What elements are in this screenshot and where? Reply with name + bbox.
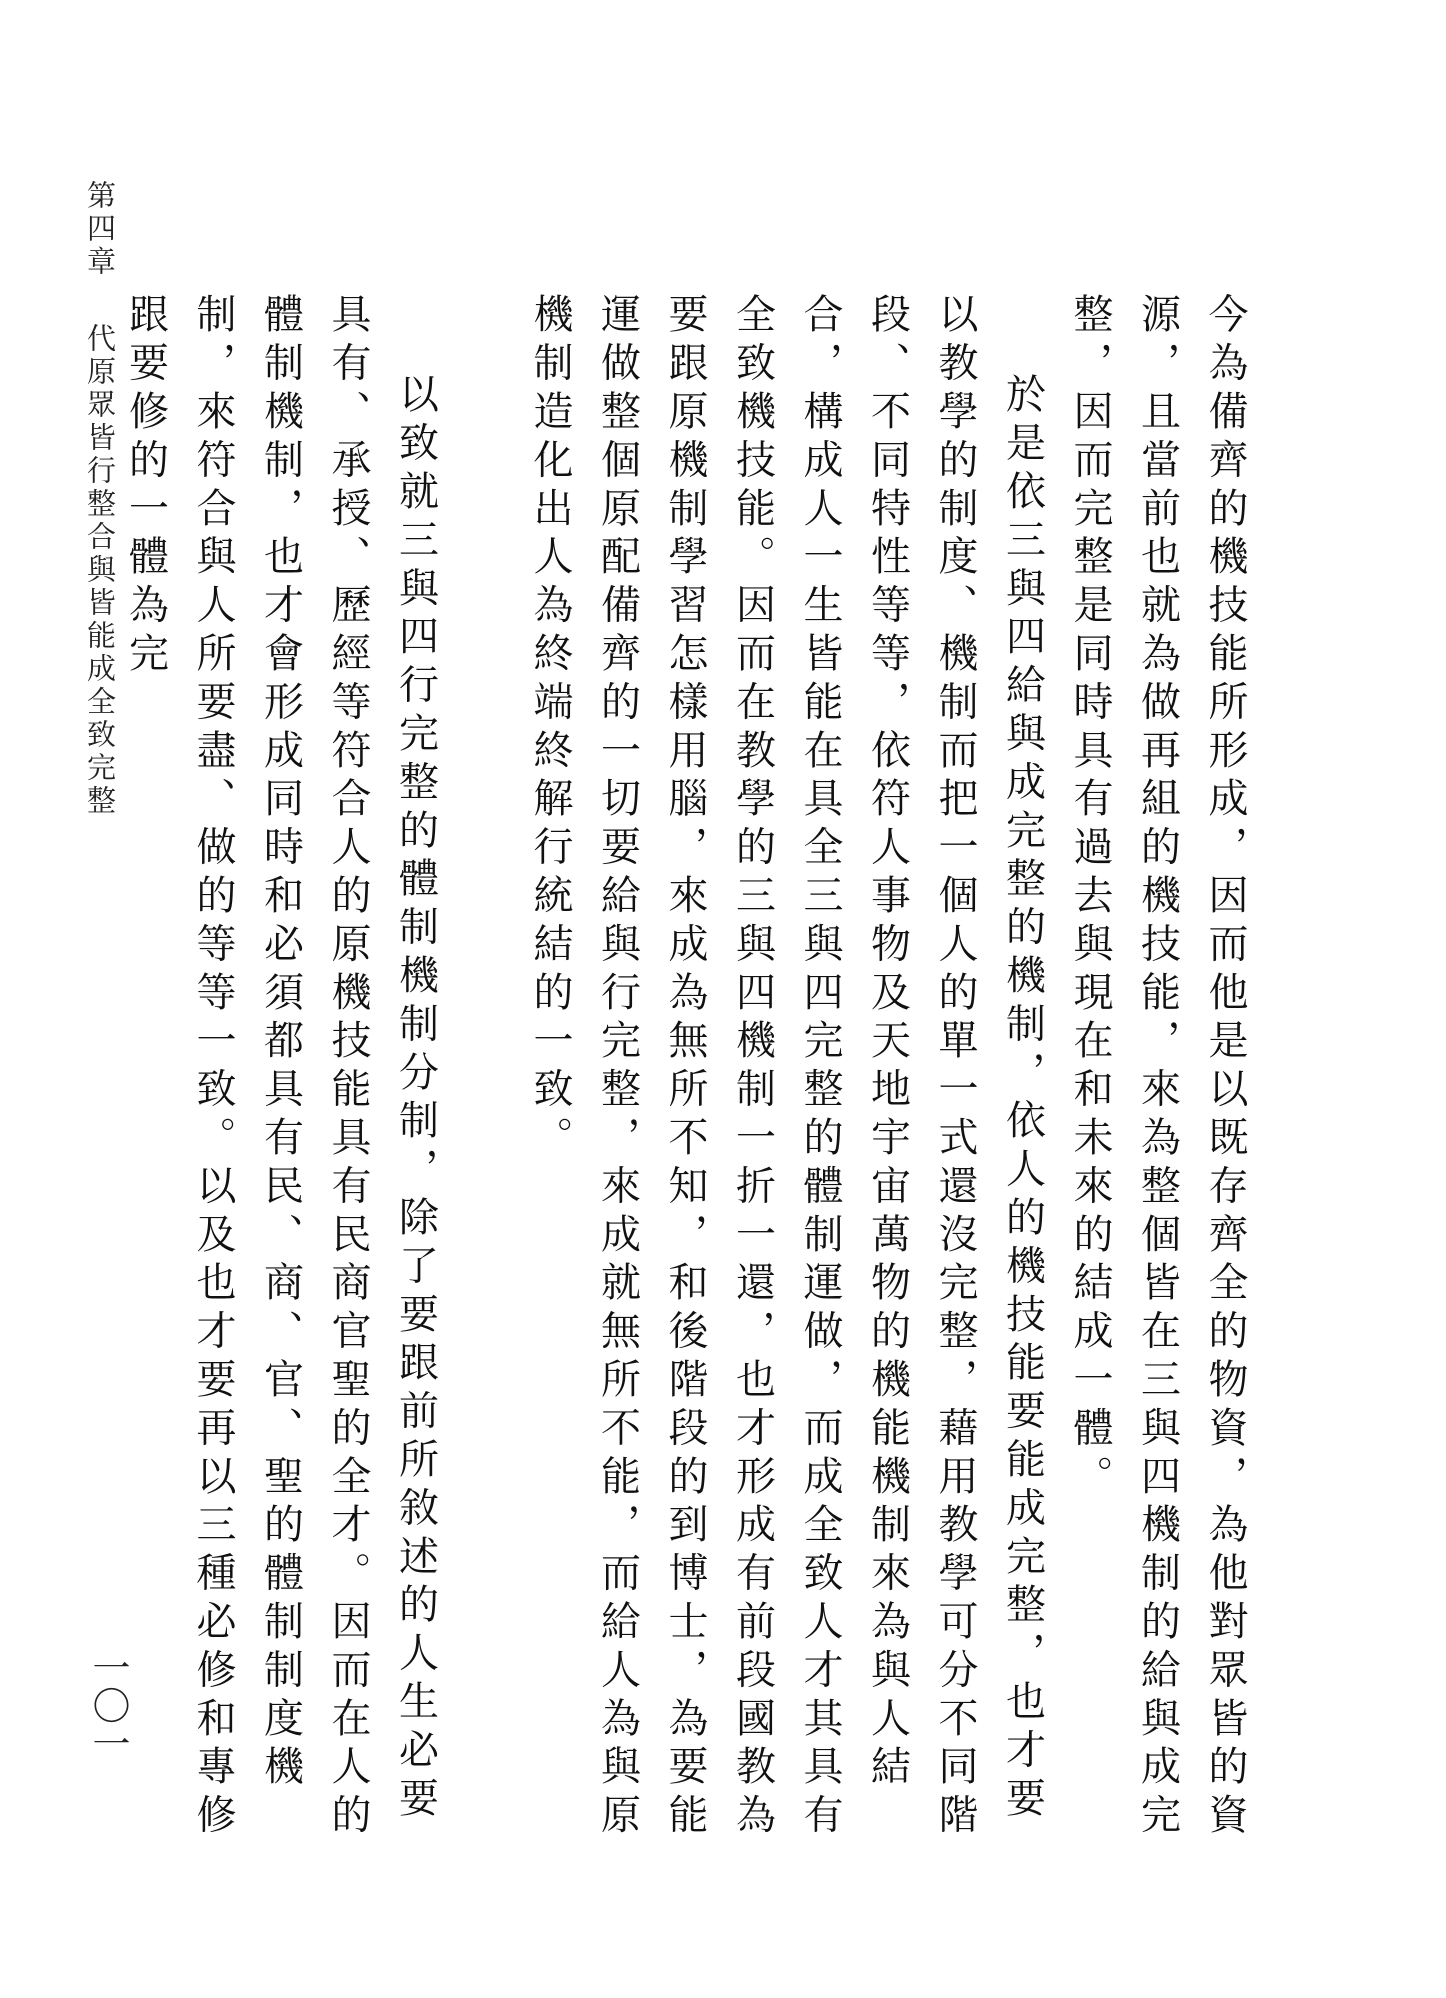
- chapter-title: 代原眾皆行整合與皆能成全致完整: [83, 323, 117, 818]
- body-text: [122, 293, 1258, 1853]
- paragraph-2: 於是依三與四給與成完整的機制，依人的機技能要能成完整，也才要以教學的制度、機制而把一個人的單一式還沒完整，藉用教學可分不同階段、不同特性等等，依符人事物及天地宇宙萬物的機能機制來為與人結合，構成人一生皆能在具全三與四完整的體制運做，而成全致人才其具有全致機技能。因而在教學的三與四機制一折一還，也才形成有前段國教為要跟原機制學習怎樣用腦，來成為無所不知，和後階段的到博士，為要能運做整個原配備齊的一切要給與行完整，來成就無所不能，而給人為與原機制造化出人為終端終解行統結的一致。: [527, 293, 1046, 1842]
- page-number: 一〇一: [86, 1648, 130, 1762]
- chapter-label: 第四章: [83, 180, 117, 279]
- paragraph-3: 以致就三與四行完整的體制機制分制，除了要跟前所敘述的人生必要具有、承授、歷經等符合人的原機技能具有民商官聖的全才。因而在人的體制機制，也才會形成同時和必須都具有民、商、官、聖的體制制度機制，來符合與人所要盡、做的等等一致。以及也才要再以三種必修和專修跟要修的一體為完: [122, 293, 439, 1842]
- paragraph-1: 今為備齊的機技能所形成，因而他是以既存齊全的物資，為他對眾皆的資源，且當前也就為做再組的機技能，來為整個皆在三與四機制的給與成完整，因而完整是同時具有過去與現在和未來的結成一體。: [1067, 293, 1248, 1842]
